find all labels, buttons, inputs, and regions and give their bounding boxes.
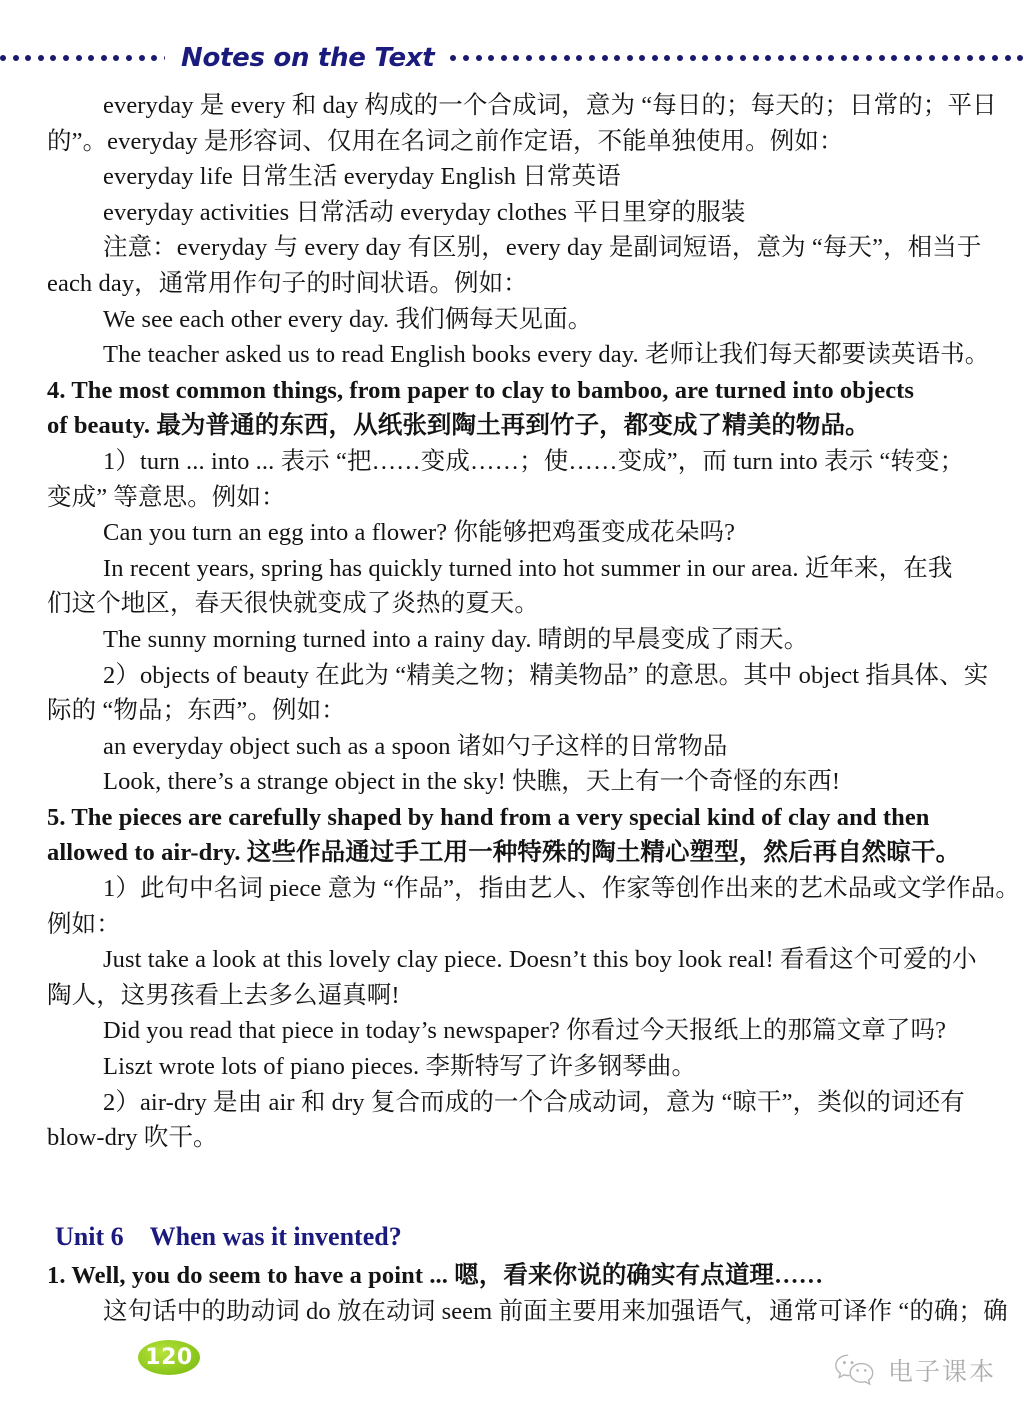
text-line: blow-dry 吹干。 (47, 1124, 218, 1152)
header-dots-left (0, 40, 165, 76)
text-line: 的”。everyday 是形容词、仅用在名词之前作定语，不能单独使用。例如： (47, 127, 844, 155)
text-line: 1. Well, you do seem to have a point ... 嗯，看来你说的确实有点道理…… (47, 1262, 824, 1289)
text-line: everyday life 日常生活 everyday English 日常英语 (103, 163, 621, 191)
section-header (0, 40, 1024, 76)
text-line: Can you turn an egg into a flower? 你能够把鸡蛋变成花朵吗? (103, 519, 736, 547)
text-line: 陶人，这男孩看上去多么逼真啊! (47, 981, 400, 1009)
text-line: 4. The most common things, from paper to clay to bamboo, are turned into objects (47, 376, 915, 404)
watermark (833, 1352, 996, 1388)
text-line: each day，通常用作句子的时间状语。例如： (47, 269, 528, 297)
text-line: 5. The pieces are carefully shaped by hand from a very special kind of clay and then (47, 803, 930, 831)
text-line: everyday 是 every 和 day 构成的一个合成词，意为 “每日的；每天的；日常的；平日 (103, 92, 997, 119)
text-line: 这句话中的助动词 do 放在动词 seem 前面主要用来加强语气，通常可译作 “的确；确 (103, 1297, 1008, 1325)
text-line: Liszt wrote lots of piano pieces. 李斯特写了许多钢琴曲。 (103, 1053, 697, 1081)
header-dots-right (450, 40, 1024, 76)
text-line: 例如： (47, 910, 121, 938)
text-line: Look, there’s a strange object in the sky! 快瞧，天上有一个奇怪的东西! (103, 768, 841, 796)
text-line: of beauty. 最为普通的东西，从纸张到陶土再到竹子，都变成了精美的物品。 (47, 412, 870, 440)
page-number: 120 (145, 1345, 193, 1370)
unit-title: When was it invented? (149, 1222, 402, 1251)
text-line: The teacher asked us to read English books every day. 老师让我们每天都要读英语书。 (103, 341, 990, 369)
text-line: 们这个地区，春天很快就变成了炎热的夏天。 (47, 590, 539, 618)
unit-heading (55, 1222, 402, 1252)
text-line: Did you read that piece in today’s newspaper? 你看过今天报纸上的那篇文章了吗? (103, 1017, 947, 1045)
notes-body (47, 88, 1020, 1156)
text-line: In recent years, spring has quickly turned into hot summer in our area. 近年来，在我 (103, 554, 953, 582)
text-line: Just take a look at this lovely clay piece. Doesn’t this boy look real! 看看这个可爱的小 (103, 946, 977, 974)
text-line: 2）air-dry 是由 air 和 dry 复合而成的一个合成动词，意为 “晾干”，类似的词还有 (103, 1088, 965, 1116)
text-line: 1）turn ... into ... 表示 “把……变成……；使……变成”，而 turn into 表示 “转变； (103, 447, 965, 475)
text-line: The sunny morning turned into a rainy day. 晴朗的早晨变成了雨天。 (103, 625, 809, 653)
text-line: allowed to air-dry. 这些作品通过手工用一种特殊的陶土精心塑型，然后再自然晾干。 (47, 839, 961, 867)
page-number-badge (138, 1340, 200, 1375)
text-line: everyday activities 日常活动 everyday clothes 平日里穿的服装 (103, 198, 746, 226)
page-title: Notes on the Text (181, 43, 435, 73)
unit-label: Unit 6 (55, 1222, 124, 1251)
unit-notes-body (47, 1258, 1008, 1329)
text-line: 际的 “物品；东西”。例如： (47, 697, 346, 725)
text-line: an everyday object such as a spoon 诸如勺子这样的日常物品 (103, 732, 728, 760)
wechat-icon (833, 1353, 877, 1387)
text-line: 2）objects of beauty 在此为 “精美之物；精美物品” 的意思。其中 object 指具体、实 (103, 661, 989, 689)
text-line: 注意：everyday 与 every day 有区别，every day 是副词短语，意为 “每天”，相当于 (103, 234, 982, 262)
watermark-label: 电子课本 (887, 1357, 996, 1386)
text-line: 1）此句中名词 piece 意为 “作品”，指由艺人、作家等创作出来的艺术品或文学作品。 (103, 875, 1020, 903)
text-line: We see each other every day. 我们俩每天见面。 (103, 305, 593, 333)
text-line: 变成” 等意思。例如： (47, 483, 286, 511)
